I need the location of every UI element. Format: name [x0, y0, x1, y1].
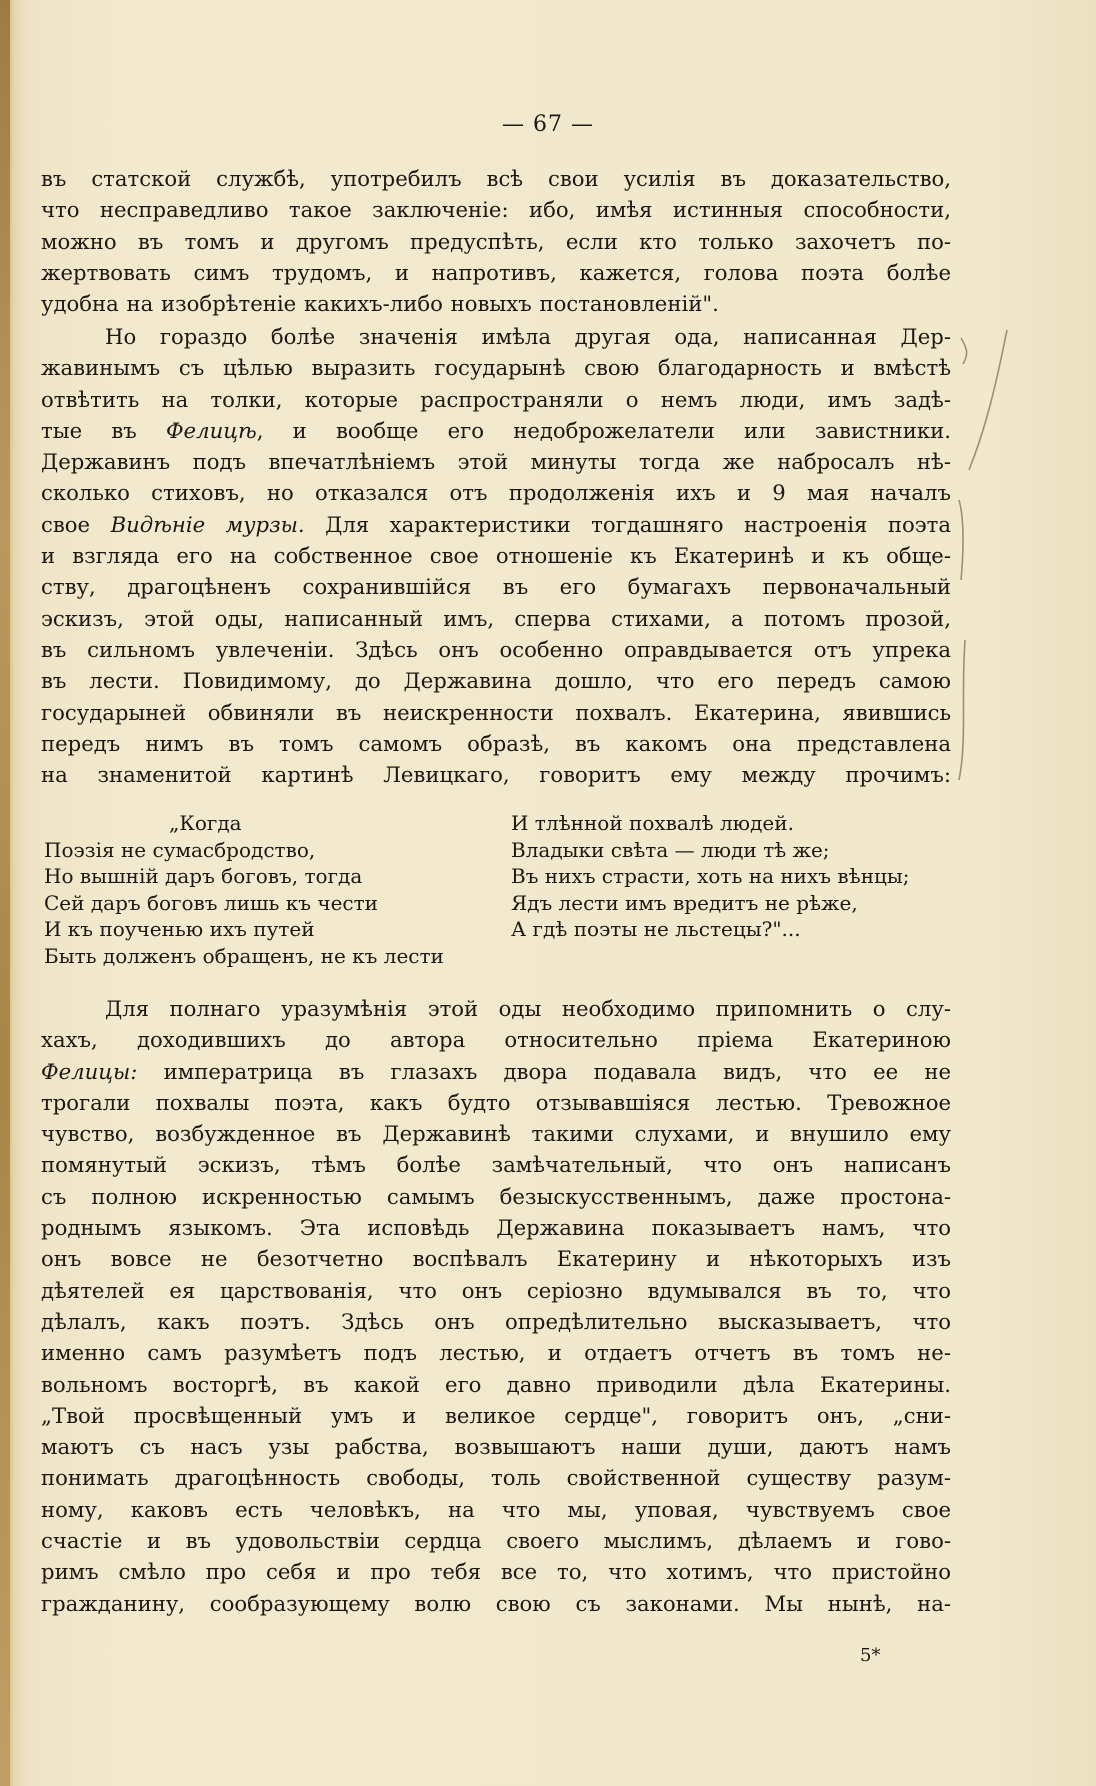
- text-line: онъ вовсе не безотчетно воспѣвалъ Екатерину и нѣкоторыхъ изъ: [41, 1246, 951, 1272]
- signature-mark: 5*: [860, 1645, 881, 1666]
- text-line-with-italic: свое Видѣніе мурзы. Для характеристики тогдашняго настроенія поэта: [41, 511, 951, 537]
- verse-line: Владыки свѣта — люди тѣ же;: [511, 837, 830, 862]
- verse-line: Поэзія не сумасбродство,: [44, 837, 316, 862]
- text-line: понимать драгоцѣнность свободы, толь свойственной существу разум-: [41, 1465, 951, 1491]
- paragraph-analysis: [41, 993, 951, 1619]
- text-line: помянутый эскизъ, тѣмъ болѣе замѣчательный, что онъ написанъ: [41, 1152, 951, 1178]
- page-number-header: — 67 —: [502, 112, 594, 137]
- verse-line: Быть долженъ обращенъ, не къ лести: [44, 943, 444, 968]
- verse-line: А гдѣ поэты не льстецы?"...: [511, 917, 801, 941]
- text-line: въ сильномъ увлеченіи. Здѣсь онъ особенно оправдывается отъ упрека: [41, 636, 951, 662]
- text-line-with-italic: Фелицы: императрица въ глазахъ двора подавала видъ, что ее не: [41, 1058, 951, 1084]
- text-line: роднымъ языкомъ. Эта исповѣдь Державина показываетъ намъ, что: [41, 1215, 951, 1241]
- italic-title-videnie: Видѣніе мурзы: [110, 511, 298, 537]
- text-line: можно въ томъ и другомъ предуспѣть, если кто только захочетъ по-: [41, 228, 951, 254]
- text-line: Но гораздо болѣе значенія имѣла другая ода, написанная Дер-: [105, 324, 951, 349]
- verse-line: Но вышній даръ боговъ, тогда: [44, 864, 363, 888]
- text-line: именно самъ разумѣетъ подъ лестью, и отдаетъ отчетъ въ томъ не-: [41, 1340, 951, 1366]
- text-line: вольномъ восторгѣ, въ какой его давно приводили дѣла Екатерины.: [41, 1371, 951, 1397]
- text-line: ному, каковъ есть человѣкъ, на что мы, уповая, чувствуемъ свое: [41, 1496, 951, 1522]
- text-line: отвѣтить на толки, которые распространяли о немъ люди, имъ задѣ-: [41, 386, 951, 412]
- verse-column-left: [44, 810, 484, 969]
- text-line: въ лести. Повидимому, до Державина дошло, что его передъ самою: [41, 668, 951, 694]
- text-line: сколько стиховъ, но отказался отъ продолженія ихъ и 9 мая началъ: [41, 480, 951, 506]
- text-line: жертвовать симъ трудомъ, и напротивъ, кажется, голова поэта болѣе: [41, 259, 951, 285]
- text-line: Державинъ подъ впечатлѣніемъ этой минуты тогда же набросалъ нѣ-: [41, 449, 951, 475]
- text-line: съ полною искренностью самымъ безыскусственнымъ, даже простона-: [41, 1183, 951, 1209]
- paragraph-continuation: [41, 163, 951, 319]
- verse-line: Ядъ лести имъ вредитъ не рѣже,: [511, 890, 858, 915]
- text-line: жавинымъ съ цѣлью выразить государынѣ свою благодарность и вмѣстѣ: [41, 355, 951, 381]
- text-line: удобна на изобрѣтеніе какихъ-либо новыхъ постановленій".: [41, 291, 719, 317]
- verse-line: Въ нихъ страсти, хоть на нихъ вѣнцы;: [511, 864, 910, 888]
- verse-line: „Когда: [169, 811, 242, 835]
- text-line: на знаменитой картинѣ Левицкаго, говоритъ ему между прочимъ:: [41, 762, 951, 788]
- text-line: ству, драгоцѣненъ сохранившійся въ его бумагахъ первоначальный: [41, 574, 951, 600]
- verse-line: Сей даръ боговъ лишь къ чести: [44, 890, 379, 915]
- text-line-with-italic: тые въ Фелицѣ, и вообще его недоброжелатели или завистники.: [41, 417, 951, 443]
- text-line: и взгляда его на собственное свое отношеніе къ Екатеринѣ и къ обще-: [41, 543, 951, 569]
- text-line: передъ нимъ въ томъ самомъ образѣ, въ какомъ она представлена: [41, 730, 951, 756]
- text-line: гражданину, сообразующему волю свою съ законами. Мы нынѣ, на-: [41, 1590, 951, 1616]
- text-line: хахъ, доходившихъ до автора относительно пріема Екатериною: [41, 1027, 951, 1053]
- italic-title-felitsa: Фелицѣ: [165, 417, 257, 443]
- page-binding-edge: [0, 0, 10, 1786]
- text-line: чувство, возбужденное въ Державинѣ такими слухами, и внушило ему: [41, 1121, 951, 1147]
- verse-column-right: [511, 810, 961, 943]
- text-line: что несправедливо такое заключеніе: ибо, имѣя истинныя способности,: [41, 197, 951, 223]
- italic-title-felitsy: Фелицы:: [41, 1058, 138, 1084]
- text-line: дѣятелей ея царствованія, что онъ серіозно вдумывался въ то, что: [41, 1277, 951, 1303]
- text-line: счастіе и въ удовольствіи сердца своего мыслимъ, дѣлаемъ и гово-: [41, 1528, 951, 1554]
- verse-line: И къ поученью ихъ путей: [44, 917, 315, 941]
- text-line: дѣлалъ, какъ поэтъ. Здѣсь онъ опредѣлительно высказываетъ, что: [41, 1308, 951, 1334]
- text-line: эскизъ, этой оды, написанный имъ, сперва стихами, а потомъ прозой,: [41, 605, 951, 631]
- text-line: въ статской службѣ, употребилъ всѣ свои усилія въ доказательство,: [41, 166, 951, 191]
- text-line: маютъ съ насъ узы рабства, возвышаютъ наши души, даютъ намъ: [41, 1434, 951, 1460]
- text-line: государыней обвиняли въ неискренности похвалъ. Екатерина, явившись: [41, 699, 951, 725]
- text-line: Для полнаго уразумѣнія этой оды необходимо припомнить о слу-: [105, 996, 951, 1021]
- margin-pencil-mark: [955, 320, 1025, 790]
- text-line: трогали похвалы поэта, какъ будто отзывавшіяся лестью. Тревожное: [41, 1089, 951, 1115]
- text-line: „Твой просвѣщенный умъ и великое сердце", говоритъ онъ, „сни-: [41, 1402, 951, 1428]
- text-line: римъ смѣло про себя и про тебя все то, что хотимъ, что пристойно: [41, 1559, 951, 1585]
- paragraph-second-ode: [41, 321, 951, 790]
- verse-line: И тлѣнной похвалѣ людей.: [511, 811, 794, 835]
